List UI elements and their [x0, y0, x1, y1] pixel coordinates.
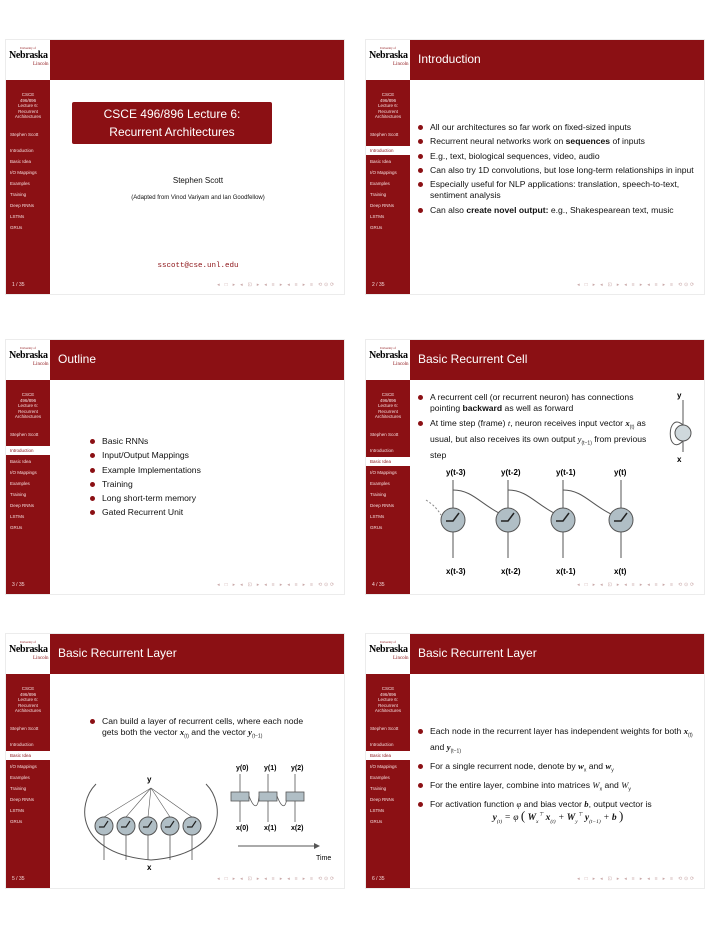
- layer-input-label: x: [147, 863, 152, 872]
- slide-sidebar: [6, 80, 50, 294]
- sidebar-item-io-mappings[interactable]: I/O Mappings: [370, 764, 397, 769]
- sidebar-item-lstms[interactable]: LSTMs: [10, 514, 25, 519]
- slide-sidebar: [6, 674, 50, 888]
- author-email[interactable]: sscott@cse.unl.edu: [157, 262, 239, 270]
- slide-header: [366, 340, 704, 380]
- sidebar-item-examples[interactable]: Examples: [10, 481, 30, 486]
- input-label-0: x(0): [236, 825, 249, 832]
- sidebar-item-deep-rnns[interactable]: Deep RNNs: [10, 503, 35, 508]
- page-number: 2 / 35: [372, 282, 385, 288]
- sidebar-item-deep-rnns[interactable]: Deep RNNs: [370, 203, 395, 208]
- bullet-item: All our architectures so far work on fixed-sized inputs: [418, 122, 698, 133]
- activation-icon: [99, 821, 108, 827]
- activation-icon: [614, 513, 627, 521]
- slide-sidebar: [366, 80, 410, 294]
- slide-title: Basic Recurrent Cell: [418, 352, 528, 366]
- output-equation: $y_{(t)} = \varphi$ ( $W_x^⊤$ $x_{(t)} + W_y^⊤$ $y_{(t-1)} + b$ ): [492, 808, 624, 825]
- neuron-node: [551, 508, 575, 532]
- output-label-0: y(0): [236, 765, 249, 772]
- layer-neuron: [139, 817, 157, 835]
- bullet-item: Especially useful for NLP applications: translation, speech-to-text, sentiment analysis: [418, 179, 698, 202]
- unl-logo: University of Nebraska Lincoln: [6, 340, 50, 380]
- layer-nodes: [85, 784, 218, 860]
- sidebar-title: CSCE 496/896 Lecture 6: Recurrent Architectures: [14, 392, 42, 419]
- sidebar-item-grus[interactable]: GRUs: [10, 819, 23, 824]
- recurrent-connection: [249, 796, 259, 806]
- bullet-item: Each node in the recurrent layer has independent weights for both $x_{(t)}$ and $y_{(t-1)}$: [418, 726, 698, 758]
- time-axis-label: Time: [316, 855, 332, 862]
- sidebar-title: CSCE 496/896 Lecture 6: Recurrent Architectures: [14, 92, 42, 119]
- sidebar-item-basic-idea[interactable]: Basic Idea: [366, 457, 410, 466]
- title-box: [72, 102, 272, 144]
- beamer-nav-icons[interactable]: ◂ □ ▸ ◂ ⊡ ▸ ◂ ≡ ▸ ◂ ≡ ▸ ≡ ⟲⊙⟳: [217, 876, 336, 882]
- sidebar-title: CSCE 496/896 Lecture 6: Recurrent Architectures: [374, 686, 402, 713]
- layer-box: [231, 792, 249, 801]
- slide-4: [366, 340, 704, 594]
- node-output-line: [126, 788, 151, 817]
- sidebar-item-training[interactable]: Training: [370, 492, 387, 497]
- bullet-item: Can also create novel output: e.g., Shakespearean text, music: [418, 205, 698, 216]
- sidebar-item-io-mappings[interactable]: I/O Mappings: [10, 170, 37, 175]
- sidebar-item-examples[interactable]: Examples: [370, 775, 390, 780]
- slide-5: [6, 634, 344, 888]
- lecture-title: CSCE 496/896 Lecture 6:: [103, 107, 241, 121]
- page-number: 3 / 35: [12, 582, 25, 588]
- sidebar-item-introduction[interactable]: Introduction: [10, 742, 34, 747]
- outline-item: Example Implementations: [90, 465, 320, 476]
- bullet-list: [418, 122, 698, 219]
- activation-icon: [501, 513, 514, 521]
- activation-icon: [165, 821, 174, 827]
- sidebar-item-lstms[interactable]: LSTMs: [10, 808, 25, 813]
- sidebar-item-examples[interactable]: Examples: [10, 775, 30, 780]
- sidebar-item-basic-idea[interactable]: Basic Idea: [370, 159, 392, 164]
- neuron-node: [441, 508, 465, 532]
- beamer-nav-icons[interactable]: ◂ □ ▸ ◂ ⊡ ▸ ◂ ≡ ▸ ◂ ≡ ▸ ≡ ⟲⊙⟳: [577, 582, 696, 588]
- beamer-nav-icons[interactable]: ◂ □ ▸ ◂ ⊡ ▸ ◂ ≡ ▸ ◂ ≡ ▸ ≡ ⟲⊙⟳: [577, 876, 696, 882]
- sidebar-author: Stephen Scott: [370, 132, 399, 137]
- ellipsis-connection: [426, 500, 441, 515]
- activation-icon: [187, 821, 196, 827]
- recurrent-connection: [508, 490, 558, 515]
- slide-sidebar: [6, 380, 50, 594]
- sidebar-item-io-mappings[interactable]: I/O Mappings: [10, 470, 37, 475]
- unl-logo: University of Nebraska Lincoln: [366, 340, 410, 380]
- sidebar-author: Stephen Scott: [370, 432, 399, 437]
- page-number: 1 / 35: [12, 282, 25, 288]
- layer-box: [286, 792, 304, 801]
- slide-title: Outline: [58, 352, 97, 366]
- bullet-item: E.g., text, biological sequences, video, audio: [418, 151, 698, 162]
- layer-box: [259, 792, 277, 801]
- layer-neuron: [117, 817, 135, 835]
- sidebar-item-training[interactable]: Training: [370, 192, 387, 197]
- sidebar-item-basic-idea[interactable]: Basic Idea: [366, 751, 410, 760]
- slide-title: Basic Recurrent Layer: [418, 646, 537, 660]
- author-name: Stephen Scott: [172, 176, 224, 185]
- sidebar-item-grus[interactable]: GRUs: [10, 225, 23, 230]
- input-label-t-2: x(t-2): [501, 567, 521, 576]
- sidebar-item-lstms[interactable]: LSTMs: [370, 214, 385, 219]
- sidebar-item-io-mappings[interactable]: I/O Mappings: [370, 470, 397, 475]
- bullet-item: For a single recurrent node, denote by $w_x$ and $w_y$: [418, 761, 698, 777]
- sidebar-author: Stephen Scott: [370, 726, 399, 731]
- bullet-item: At time step (frame) t, neuron receives input vector $x_{(t)}$ as usual, but also receives its own output $y_{(t-1)}$ from previous step: [418, 418, 663, 461]
- layer-output-label: y: [147, 775, 152, 784]
- slide-header: [366, 40, 704, 80]
- sidebar-item-io-mappings[interactable]: I/O Mappings: [370, 170, 397, 175]
- page-number: 5 / 35: [12, 876, 25, 882]
- activation-icon: [556, 513, 569, 521]
- sidebar-title: CSCE 496/896 Lecture 6: Recurrent Architectures: [14, 686, 42, 713]
- unrolled-layer: [231, 774, 304, 822]
- slide-title: Basic Recurrent Layer: [58, 646, 177, 660]
- sidebar-title: CSCE 496/896 Lecture 6: Recurrent Architectures: [374, 92, 402, 119]
- sidebar-item-deep-rnns[interactable]: Deep RNNs: [10, 797, 35, 802]
- bullet-list: [418, 726, 698, 813]
- output-label-t-3: y(t-3): [446, 468, 466, 477]
- outline-item: Training: [90, 479, 320, 490]
- beamer-nav-icons[interactable]: ◂ □ ▸ ◂ ⊡ ▸ ◂ ≡ ▸ ◂ ≡ ▸ ≡ ⟲⊙⟳: [577, 282, 696, 288]
- cell-output-label: y: [677, 391, 682, 400]
- sidebar-author: Stephen Scott: [10, 432, 39, 437]
- sidebar-item-introduction[interactable]: Introduction: [370, 742, 394, 747]
- node-output-line: [104, 788, 151, 817]
- activation-icon: [143, 821, 152, 827]
- neuron-node: [609, 508, 633, 532]
- beamer-nav-icons[interactable]: ◂ □ ▸ ◂ ⊡ ▸ ◂ ≡ ▸ ◂ ≡ ▸ ≡ ⟲⊙⟳: [217, 282, 336, 288]
- sidebar-item-lstms[interactable]: LSTMs: [10, 214, 25, 219]
- sidebar-item-introduction[interactable]: Introduction: [10, 148, 34, 153]
- sidebar-item-basic-idea[interactable]: Basic Idea: [10, 459, 32, 464]
- input-label-2: x(2): [291, 825, 304, 832]
- slide-1: [6, 40, 344, 294]
- beamer-nav-icons[interactable]: ◂ □ ▸ ◂ ⊡ ▸ ◂ ≡ ▸ ◂ ≡ ▸ ≡ ⟲⊙⟳: [217, 582, 336, 588]
- layer-neuron: [161, 817, 179, 835]
- sidebar-item-grus[interactable]: GRUs: [10, 525, 23, 530]
- sidebar-item-basic-idea[interactable]: Basic Idea: [6, 751, 50, 760]
- input-label-t: x(t): [614, 567, 627, 576]
- node-output-line: [151, 788, 192, 817]
- output-label-t: y(t): [614, 468, 627, 477]
- input-label-t-3: x(t-3): [446, 567, 466, 576]
- neuron-node: [496, 508, 520, 532]
- unl-logo: University of Nebraska Lincoln: [6, 40, 50, 80]
- slide-header: [6, 340, 344, 380]
- sidebar-item-deep-rnns[interactable]: Deep RNNs: [370, 503, 395, 508]
- sidebar-author: Stephen Scott: [10, 132, 39, 137]
- activation-icon: [446, 513, 459, 521]
- output-label-t-2: y(t-2): [501, 468, 521, 477]
- page-number: 4 / 35: [372, 582, 385, 588]
- sidebar-item-training[interactable]: Training: [10, 786, 27, 791]
- activation-icon: [121, 821, 130, 827]
- recurrent-connection: [563, 490, 613, 515]
- input-label-t-1: x(t-1): [556, 567, 576, 576]
- input-label-1: x(1): [264, 825, 277, 832]
- layer-neuron: [95, 817, 113, 835]
- output-label-1: y(1): [264, 765, 277, 772]
- output-label-t-1: y(t-1): [556, 468, 576, 477]
- sidebar-item-introduction[interactable]: Introduction: [370, 448, 394, 453]
- adapted-note: (Adapted from Vinod Variyam and Ian Goodfellow): [131, 195, 265, 201]
- bullet-item: For the entire layer, combine into matrices $W_x$ and $W_y$: [418, 780, 698, 796]
- sidebar-item-grus[interactable]: GRUs: [370, 819, 383, 824]
- bullet-list: [90, 716, 320, 746]
- cell-input-label: x: [677, 455, 682, 464]
- sidebar-title: CSCE 496/896 Lecture 6: Recurrent Architectures: [374, 392, 402, 419]
- unl-logo: University of Nebraska Lincoln: [366, 634, 410, 674]
- lecture-subtitle: Recurrent Architectures: [109, 125, 235, 139]
- bullet-item: A recurrent cell (or recurrent neuron) has connections pointing backward as well as forward: [418, 392, 663, 415]
- sidebar-item-examples[interactable]: Examples: [370, 481, 390, 486]
- sidebar-item-io-mappings[interactable]: I/O Mappings: [10, 764, 37, 769]
- sidebar-item-examples[interactable]: Examples: [370, 181, 390, 186]
- sidebar-item-deep-rnns[interactable]: Deep RNNs: [370, 797, 395, 802]
- recurrent-connection: [453, 490, 503, 515]
- recurrent-connection: [277, 796, 287, 806]
- sidebar-item-grus[interactable]: GRUs: [370, 225, 383, 230]
- sidebar-item-introduction[interactable]: Introduction: [6, 446, 50, 455]
- slide-2: [366, 40, 704, 294]
- sidebar-item-grus[interactable]: GRUs: [370, 525, 383, 530]
- sidebar-item-training[interactable]: Training: [370, 786, 387, 791]
- slide-sidebar: [366, 674, 410, 888]
- slide-sidebar: [366, 380, 410, 594]
- unl-logo: University of Nebraska Lincoln: [366, 40, 410, 80]
- sidebar-author: Stephen Scott: [10, 726, 39, 731]
- sidebar-item-examples[interactable]: Examples: [10, 181, 30, 186]
- outline-item: Input/Output Mappings: [90, 450, 320, 461]
- sidebar-item-deep-rnns[interactable]: Deep RNNs: [10, 203, 35, 208]
- recurrent-loop: [85, 784, 151, 860]
- single-cell: [670, 391, 691, 464]
- sidebar-item-training[interactable]: Training: [10, 192, 27, 197]
- outline-list: [90, 436, 320, 522]
- sidebar-item-training[interactable]: Training: [10, 492, 27, 497]
- node-output-line: [151, 788, 170, 817]
- layer-neuron: [183, 817, 201, 835]
- bullet-item: For activation function φ and bias vector b, output vector is: [418, 799, 698, 810]
- slide-3: [6, 340, 344, 594]
- recurrent-loop: [151, 784, 217, 860]
- sidebar-item-lstms[interactable]: LSTMs: [370, 514, 385, 519]
- page-number: 6 / 35: [372, 876, 385, 882]
- bullet-item: Can build a layer of recurrent cells, where each node gets both the vector $x_{(t)}$ and the vector $y_{(t-1)}$: [90, 716, 320, 743]
- slide-header: [6, 40, 344, 80]
- bullet-item: Can also try 1D convolutions, but lose long-term relationships in input: [418, 165, 698, 176]
- node-output-line: [148, 788, 151, 817]
- sidebar-item-lstms[interactable]: LSTMs: [370, 808, 385, 813]
- slide-title: Introduction: [418, 52, 481, 66]
- bullet-item: Recurrent neural networks work on sequences of inputs: [418, 136, 698, 147]
- output-label-2: y(2): [291, 765, 304, 772]
- outline-item: Gated Recurrent Unit: [90, 507, 320, 518]
- outline-item: Basic RNNs: [90, 436, 320, 447]
- bullet-list: [418, 392, 663, 464]
- outline-item: Long short-term memory: [90, 493, 320, 504]
- unrolled-cells: [426, 480, 633, 558]
- slide-6: [366, 634, 704, 888]
- sidebar-item-introduction[interactable]: Introduction: [366, 146, 410, 155]
- unl-logo: University of Nebraska Lincoln: [6, 634, 50, 674]
- sidebar-item-basic-idea[interactable]: Basic Idea: [10, 159, 32, 164]
